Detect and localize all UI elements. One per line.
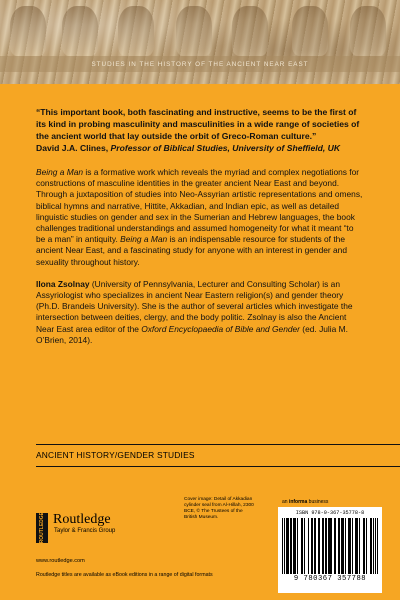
publisher-website[interactable]: www.routledge.com xyxy=(36,558,85,564)
ean-number: 9 780367 357788 xyxy=(293,575,367,583)
barcode-bars xyxy=(282,518,378,574)
book-title-italic: Being a Man xyxy=(36,167,84,177)
subject-category: ANCIENT HISTORY/GENDER STUDIES xyxy=(36,450,195,460)
bio-part-2: (ed. Julia M. O’Brien, 2014). xyxy=(36,323,348,345)
isbn-number: ISBN 978-0-367-35778-8 xyxy=(295,510,365,516)
book-title-italic-2: Being a Man xyxy=(120,234,168,245)
description-part-2: is an indispensable resource for students of the ancient Near East, and a fascinating study for anyone with an interest in gender and sexuality throughout history. xyxy=(36,234,347,267)
informa-suffix: business xyxy=(307,499,329,505)
ebook-note: Routledge titles are available as eBook editions in a range of digital formats xyxy=(36,572,213,578)
relief-figure xyxy=(118,6,154,56)
relief-figure xyxy=(292,6,328,56)
informa-name: informa xyxy=(288,499,308,505)
isbn-barcode xyxy=(278,507,382,593)
endorsement-affiliation: Professor of Biblical Studies, University of Sheffield, UK xyxy=(110,143,341,153)
logo-text: ROUTLEDGE xyxy=(39,512,45,544)
publisher-group: Taylor & Francis Group xyxy=(54,528,116,534)
informa-business-tag xyxy=(282,499,328,505)
relief-figure xyxy=(350,6,386,56)
encyclopaedia-title: Oxford Encyclopaedia of Bible and Gender xyxy=(141,323,300,334)
divider-bottom xyxy=(36,466,400,467)
endorsement-quote: “This important book, both fascinating and instructive, seems to be the first of its kind in probing masculinity and masculinities in a wide range of societies of the ancient world that lay outside the orbit of Greco-Roman culture.” xyxy=(36,107,360,141)
informa-prefix: an xyxy=(282,499,289,505)
endorsement-author: David J.A. Clines, xyxy=(36,143,111,153)
barcode-bar xyxy=(377,518,378,574)
relief-figure xyxy=(62,6,98,56)
endorsement-attribution xyxy=(36,142,364,154)
divider-top xyxy=(36,444,400,445)
bio-part-1: (University of Pennsylvania, Lecturer and Consulting Scholar) is an Assyriologist who specializes in ancient Near Eastern religion(s) and gender theory (Ph.D. Brandeis University). She is the author of several articles which investigate the intersection between deities, clergy, and the body politic. Zsolnay is also the Ancient Near East area editor of the xyxy=(36,278,353,334)
author-name: Ilona Zsolnay xyxy=(36,278,90,289)
cover-image-credit: Cover image: Detail of Akkadian cylinder seal from Al-Hillah, 2300 BCE, © The Trustees of the British Museum. xyxy=(184,497,254,520)
publisher-name: Routledge xyxy=(53,512,111,527)
relief-figure xyxy=(176,6,212,56)
routledge-logo-icon xyxy=(36,513,48,543)
relief-figure xyxy=(10,6,46,56)
author-bio xyxy=(36,279,364,346)
relief-figure xyxy=(232,6,268,56)
series-title: STUDIES IN THE HISTORY OF THE ANCIENT NEAR EAST xyxy=(91,60,309,68)
cover-image-strip xyxy=(0,0,400,84)
series-banner xyxy=(0,56,400,72)
book-description xyxy=(36,167,364,268)
description-part-1: is a formative work which reveals the myriad and complex negotiations for constructions of masculine identities in the greater ancient Near East and beyond. Through a juxtaposition of studies into Neo-Assyrian artistic representations and omens, biblical hymns and narrative, Hittite, Akkadian, and Indian epic, as well as detailed linguistic studies on gender and sex in the Sumerian and Hebrew languages, the book challenges traditional understandings and assumed homogeneity for what it meant “to be a man” in antiquity. xyxy=(36,167,363,245)
